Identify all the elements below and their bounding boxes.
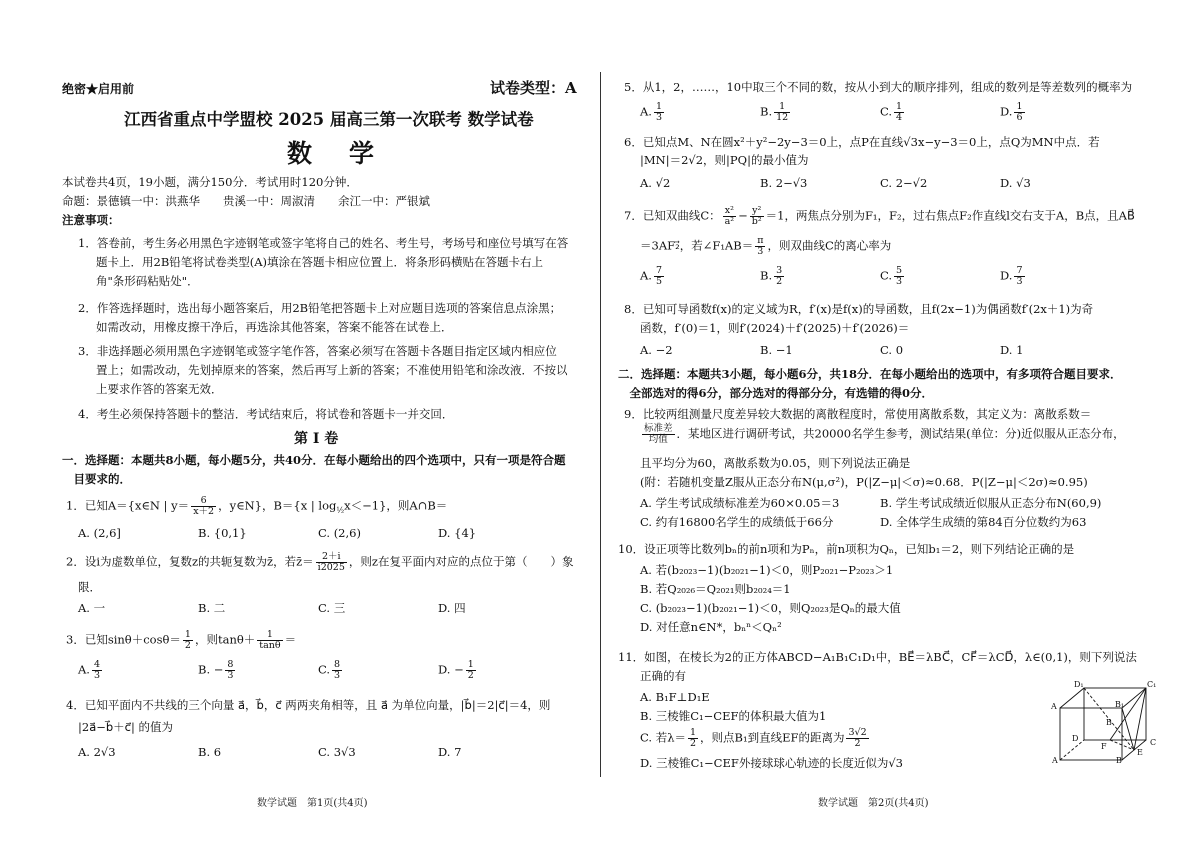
q7-option-a-fraction (654, 266, 664, 287)
q2-option-d[interactable]: D. 四 (438, 601, 466, 615)
question-9: 9．比较两组测量尺度差异较大数据的离散程度时，常使用离散系数，其定义为：离散系数＝ (624, 407, 1092, 421)
q7-option-d-fraction (1014, 266, 1024, 287)
q1-text: ，y∈N}，B＝{x | log (218, 498, 337, 513)
question-4: 4．已知平面内不共线的三个向量 a⃗，b⃗，c⃗ 两两夹角相等，且 a⃗ 为单位向量，|b⃗|＝2|c⃗|＝4，则 (66, 698, 551, 712)
q10-option-c[interactable]: C. (b₂₀₂₃−1)(b₂₀₂₁−1)＜0，则Q₂₀₂₃是Qₙ的最大值 (640, 601, 901, 615)
volume-title: 第 Ⅰ 卷 (294, 431, 339, 447)
q5-option-b-label: B. (760, 104, 773, 119)
q2-fraction (316, 552, 347, 573)
section-1-line: 一．选择题：本题共8小题，每小题5分，共40分．在每小题给出的四个选项中，只有一项是符合题 (62, 453, 566, 467)
q4-line2: |2a⃗−b⃗＋c⃗| 的值为 (78, 720, 174, 734)
q5-options (640, 102, 1027, 123)
exam-info: 本试卷共4页，19小题，满分150分．考试用时120分钟． (62, 175, 358, 189)
cube-label: D (1072, 734, 1079, 743)
q8-option-b[interactable]: B. −1 (760, 343, 793, 357)
q7-options (640, 266, 1027, 287)
frac-den: a² (724, 216, 735, 227)
q7-option-b-fraction (774, 266, 784, 287)
note-1-line: 角"条形码粘贴处"． (96, 274, 199, 288)
q11-line2: 正确的有 (640, 669, 686, 683)
frac-num: 3 (776, 265, 783, 276)
frac-den: 2 (776, 276, 783, 287)
q9-line3: 且平均分为60，离散系数为0.05，则下列说法正确是 (640, 456, 911, 470)
section-1-line: 目要求的． (62, 472, 131, 486)
note-3-line: 置上；如需改动，先划掉原来的答案，然后再写上新的答案；不准使用铅笔和涂改液．不按以 (96, 363, 568, 377)
q7-option-c-label: C. (880, 268, 893, 283)
q5-option-c-label: C. (880, 104, 893, 119)
q3-option-b[interactable] (198, 660, 318, 681)
note-3-line: 上要求作答的答案无效． (96, 382, 223, 396)
note-1-line: 题卡上．用2B铅笔将试卷类型(A)填涂在答题卡相应位置上．将条形码横贴在答题卡右上 (96, 255, 544, 269)
frac-den: 3 (757, 246, 764, 257)
cube-label: C (1150, 738, 1157, 747)
frac-num: 1 (467, 659, 474, 670)
q7-option-a-label: A. (640, 268, 652, 283)
q2-text: ，则z在复平面内对应的点位于第（ ）象 (348, 554, 574, 569)
frac-den: 2 (467, 670, 474, 681)
q3-option-a-label: A. (78, 662, 90, 677)
q3-option-d[interactable] (438, 660, 478, 681)
cube-label: D₁ (1074, 680, 1084, 689)
q7-text: 7．已知双曲线C： (624, 208, 721, 223)
q2-options (78, 599, 466, 618)
q3-frac-num: 1 (257, 630, 282, 641)
q7-text: ＝3AF₂⃗，若∠F₁AB＝ (640, 238, 754, 253)
q8-options (640, 341, 1023, 360)
q5-option-b[interactable] (760, 102, 880, 123)
q1-option-c[interactable]: C. (2,6) (318, 526, 361, 540)
page-divider (600, 72, 601, 777)
q3-frac-num: 1 (184, 629, 191, 640)
q7-text: ，则双曲线C的离心率为 (767, 238, 892, 253)
q6-option-b[interactable]: B. 2−√3 (760, 176, 808, 190)
cube-label: E (1137, 748, 1143, 757)
q2-option-b[interactable]: B. 二 (198, 601, 226, 615)
q3-option-b-label: B. − (198, 662, 224, 677)
q1-option-d[interactable]: D. {4} (438, 526, 477, 540)
cube-label: B₁ (1115, 700, 1125, 709)
footer-page-2: 数学试题 第2页(共4页) (818, 798, 929, 809)
frac-den: 3 (1016, 276, 1023, 287)
q9-option-a[interactable]: A. 学生考试成绩标准差为60×0.05＝3 (640, 496, 840, 510)
exam-title: 江西省重点中学盟校 2025 届高三第一次联考 数学试卷 (124, 110, 534, 129)
note-2-line: 如需改动，用橡皮擦干净后，再选涂其他答案，答案不能答在试卷上． (96, 320, 453, 334)
frac-den: 2 (854, 738, 861, 749)
q11-option-d[interactable]: D. 三棱锥C₁−CEF外接球球心轨迹的长度近似为√3 (640, 756, 903, 770)
q8-option-c[interactable]: C. 0 (880, 343, 904, 357)
cube-figure (1048, 682, 1160, 772)
q11-c-text: C. 若λ＝ (640, 730, 686, 745)
section-1-heading (62, 451, 566, 489)
q3-text: ＝ (284, 632, 297, 647)
q2-frac-num: 2＋i (316, 552, 347, 563)
q7-option-b[interactable] (760, 266, 880, 287)
question-7: 7．已知双曲线C： $\frac{\text{x²}}{\text{a²}}$ − $\frac{\text{y²}}{\text{b²}}$ ＝1，两焦点分别为F₁，F₂，过右焦点F₂作直线l交右支于A，B点，且AB⃗ (624, 205, 1135, 227)
q3-option-c-fraction (332, 660, 342, 681)
q1-options (78, 524, 476, 543)
q6-options (640, 174, 1031, 193)
q11-c-text: ，则点B₁到直线EF的距离为 (700, 730, 845, 745)
q5-option-c-fraction (894, 102, 904, 123)
q4-option-a[interactable]: A. 2√3 (78, 745, 116, 759)
frac-num: 标准差 (644, 423, 673, 434)
q3-option-d-label: D. − (438, 662, 464, 677)
q5-option-a[interactable] (640, 102, 760, 123)
q8-line2: 函数，f′(0)＝1，则f′(2024)＋f′(2025)＋f′(2026)＝ (640, 321, 910, 335)
q3-text: ，则tanθ＋ (194, 632, 256, 647)
q7-option-b-label: B. (760, 268, 773, 283)
q3-option-a[interactable] (78, 660, 198, 681)
question-8: 8．已知可导函数f(x)的定义域为R，f′(x)是f(x)的导函数，且f(2x−1)为偶函数f′(2x＋1)为奇 (624, 302, 1094, 316)
q3-option-b-fraction (225, 660, 235, 681)
q1-frac-num: 6 (191, 496, 216, 507)
q7-text: ＝1，两焦点分别为F₁，F₂，过右焦点F₂作直线l交右支于A，B点，且AB⃗ (765, 208, 1135, 223)
q7-option-d[interactable] (1000, 266, 1027, 287)
section-2-line: 全部选对的得6分，部分选对的得部分分，有选错的得0分． (618, 386, 934, 400)
q2-text: 2．设i为虚数单位，复数z的共轭复数为z̄，若z̄＝ (66, 554, 314, 569)
q7-option-a[interactable] (640, 266, 760, 287)
secret-label: 绝密★启用前 (62, 82, 135, 96)
frac-den: 3 (655, 112, 663, 123)
cube-label: C₁ (1147, 680, 1157, 689)
question-6: 6．已知点M、N在圆x²＋y²−2y−3＝0上，点P在直线√3x−y−3＝0上，点Q为MN中点．若 (624, 135, 1100, 149)
q10-option-d[interactable]: D. 对任意n∈N*，bₙⁿ＜Qₙ² (640, 620, 782, 634)
frac-num: π (757, 235, 764, 246)
frac-num: 1 (774, 102, 790, 113)
q7-option-c-fraction (894, 266, 904, 287)
q6-option-c[interactable]: C. 2−√2 (880, 176, 928, 190)
q5-option-a-fraction (654, 102, 664, 123)
q1-fraction (191, 496, 216, 517)
q11-option-a[interactable]: A. B₁F⊥D₁E (640, 690, 710, 704)
q5-option-b-fraction (774, 102, 790, 123)
q5-option-a-label: A. (640, 104, 652, 119)
frac-num: 3√2 (848, 727, 867, 738)
frac-num: 7 (1016, 265, 1023, 276)
note-3 (78, 342, 568, 399)
note-2-line: 2．作答选择题时，选出每小题答案后，用2B铅笔把答题卡上对应题目选项的答案信息点涂黑； (78, 301, 562, 315)
q4-option-c[interactable]: C. 3√3 (318, 745, 356, 759)
q3-options (78, 660, 478, 681)
notes-title: 注意事项： (62, 213, 120, 227)
frac-num: 5 (896, 265, 903, 276)
q7-option-d-label: D. (1000, 268, 1013, 283)
q3-option-c[interactable] (318, 660, 438, 681)
frac-den: 3 (896, 276, 903, 287)
section-2-heading (618, 365, 1122, 403)
question-11: 11．如图，在棱长为2的正方体ABCD−A₁B₁C₁D₁中，BE⃗＝λBC⃗，CF⃗＝λCD⃗，λ∈(0,1)，则下列说法 (618, 650, 1137, 664)
section-2-line: 二．选择题：本题共3小题，每小题6分，共18分．在每小题给出的选项中，有多项符合题目要求． (618, 367, 1122, 381)
q4-option-d[interactable]: D. 7 (438, 745, 462, 759)
q1-text: x＜−1}，则A∩B＝ (344, 498, 448, 513)
q3-fraction (183, 630, 193, 651)
q9-option-c[interactable]: C. 约有16800名学生的成绩低于66分 (640, 515, 834, 529)
q9-text: ．某地区进行调研考试，共20000名学生参考，测试结果(单位：分)近似服从正态分布， (676, 426, 1125, 441)
note-1 (78, 234, 568, 291)
q7-fraction (755, 236, 765, 257)
frac-den: 2 (690, 738, 697, 749)
frac-den: 均值 (648, 434, 668, 445)
q10-option-a[interactable]: A. 若(b₂₀₂₃−1)(b₂₀₂₁−1)＜0，则P₂₀₂₁−P₂₀₂₃＞1 (640, 563, 894, 577)
q3-frac-den: 2 (184, 640, 191, 651)
q7-fraction (750, 206, 764, 227)
frac-num: 8 (227, 659, 234, 670)
frac-den: b² (751, 216, 762, 227)
q7-fraction (723, 206, 736, 227)
frac-den: 6 (1016, 112, 1023, 123)
cube-edge (1060, 688, 1084, 708)
question-3 (66, 630, 296, 651)
q6-option-d[interactable]: D. √3 (1000, 176, 1031, 190)
q2-option-a[interactable]: A. 一 (78, 601, 106, 615)
q1-frac-den: x＋2 (193, 506, 215, 517)
author-info: 命题：景德镇一中：洪燕华 贵溪一中：周淑清 余江一中：严银斌 (62, 194, 430, 208)
frac-den: 12 (776, 112, 789, 123)
cube-label: B (1116, 756, 1122, 765)
q5-option-d-label: D. (1000, 104, 1013, 119)
q3-option-c-label: C. (318, 662, 331, 677)
frac-num: x² (723, 206, 736, 217)
q9-option-b[interactable]: B. 学生考试成绩近似服从正态分布N(60,9) (880, 496, 1102, 510)
q11-c-fraction (688, 728, 698, 749)
q4-options (78, 743, 461, 762)
q9-line2 (640, 424, 1125, 445)
q3-fraction (257, 630, 282, 651)
frac-num: 1 (690, 727, 697, 738)
frac-num: 1 (896, 101, 903, 112)
q11-option-c[interactable] (640, 728, 871, 749)
q5-option-d-fraction (1014, 102, 1024, 123)
frac-den: 3 (93, 670, 101, 681)
note-3-line: 3．非选择题必须用黑色字迹钢笔或签字笔作答，答案必须写在答题卡各题目指定区域内相应位 (78, 344, 557, 358)
q3-option-d-fraction (466, 660, 476, 681)
cube-label: B (1106, 718, 1112, 727)
q6-option-a[interactable]: A. √2 (640, 176, 671, 190)
q1-text: 1．已知A＝{x∈N | y＝ (66, 498, 190, 513)
q3-frac-den: tanθ (259, 640, 281, 651)
q3-text: 3．已知sinθ＋cosθ＝ (66, 632, 181, 647)
q5-option-d[interactable] (1000, 102, 1027, 123)
q11-c-fraction (846, 728, 868, 749)
q2-option-c[interactable]: C. 三 (318, 601, 346, 615)
frac-den: 3 (227, 670, 234, 681)
cube-label: F (1101, 742, 1107, 751)
q9-fraction (642, 424, 675, 445)
question-1: 1．已知A＝{x∈N | y＝ $\frac{6}{x+2}$ ，y∈N}，B＝{x | $\log_{\frac{1}{2}}x<-1$}，则A∩B＝ (66, 495, 448, 517)
note-1-line: 1．答卷前，考生务必用黑色字迹钢笔或签字笔将自己的姓名、考生号，考场号和座位号填写在答 (78, 236, 569, 250)
q3-option-a-fraction (92, 660, 102, 681)
q8-option-a[interactable]: A. −2 (640, 343, 673, 357)
q5-option-c[interactable] (880, 102, 1000, 123)
q1-option-b[interactable]: B. {0,1} (198, 526, 247, 540)
q8-option-d[interactable]: D. 1 (1000, 343, 1024, 357)
subject-title: 数 学 (287, 139, 381, 168)
note-4: 4．考生必须保持答题卡的整洁．考试结束后，将试卷和答题卡一并交回． (78, 407, 454, 421)
frac-den: 5 (655, 276, 663, 287)
q10-option-b[interactable]: B. 若Q₂₀₂₆＝Q₂₀₂₁则b₂₀₂₄＝1 (640, 582, 791, 596)
q7-line2 (640, 236, 891, 257)
question-2 (66, 552, 573, 573)
footer-page-1: 数学试题 第1页(共4页) (257, 798, 368, 809)
q4-option-b[interactable]: B. 6 (198, 745, 222, 759)
q9-option-d[interactable]: D. 全体学生成绩的第84百分位数约为63 (880, 515, 1087, 529)
q7-option-c[interactable] (880, 266, 1000, 287)
note-2 (78, 299, 561, 337)
frac-den: 4 (896, 112, 903, 123)
question-5: 5．从1，2，……，10中取三个不同的数，按从小到大的顺序排列，组成的数列是等差数列的概率为 (624, 80, 1133, 94)
q6-line2: |MN|＝2√2，则|PQ|的最小值为 (640, 153, 809, 167)
cube-edge (1060, 740, 1084, 760)
q11-option-b[interactable]: B. 三棱锥C₁−CEF的体积最大值为1 (640, 709, 827, 723)
q2-frac-den: i2025 (317, 562, 345, 573)
cube-label: A (1051, 702, 1057, 711)
cube-label: A (1052, 756, 1058, 765)
frac-num: 1 (1016, 101, 1023, 112)
frac-num: y² (750, 206, 764, 217)
frac-num: 8 (334, 659, 341, 670)
question-10: 10．设正项等比数列bₙ的前n项和为Pₙ，前n项积为Qₙ，已知b₁＝2，则下列结论正确的是 (618, 542, 1075, 556)
q2-line2: 限． (78, 580, 101, 594)
frac-num: 1 (655, 101, 663, 112)
paper-type: 试卷类型：A (490, 79, 577, 97)
frac-den: 3 (334, 670, 341, 681)
frac-num: 4 (93, 659, 101, 670)
q1-option-a[interactable]: A. (2,6] (78, 526, 121, 540)
q9-line4: (附：若随机变量Z服从正态分布N(μ,σ²)，P(|Z−μ|＜σ)≈0.68．P(|Z−μ|＜2σ)≈0.95) (640, 475, 1088, 489)
frac-num: 7 (655, 265, 663, 276)
